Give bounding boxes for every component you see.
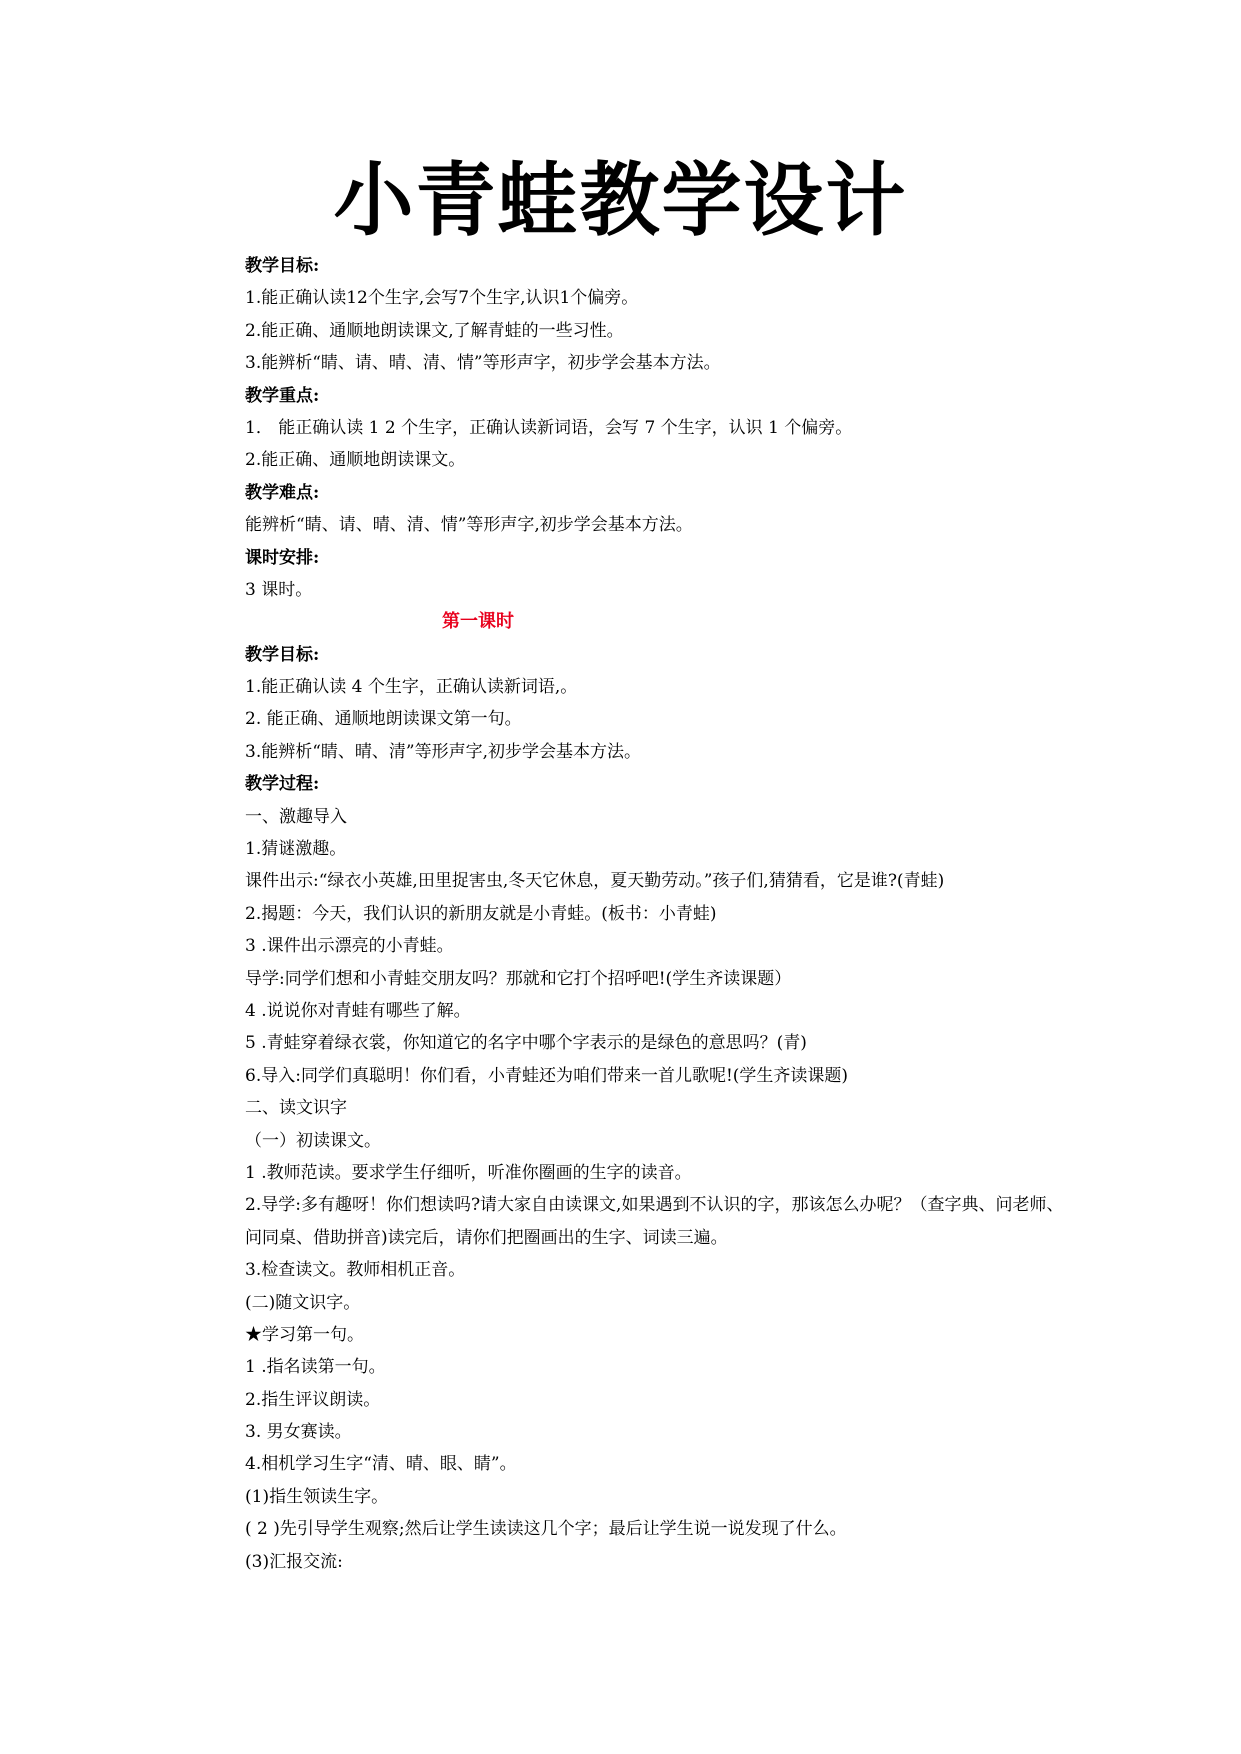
body-line: 3.能辨析“睛、请、晴、清、情”等形声字，初步学会基本方法。 [245, 353, 721, 374]
body-line: 1． 能正确认读 1 2 个生字，正确认读新词语，会写 7 个生字，认识 1 个偏旁。 [245, 417, 853, 438]
body-line: 3. 男女赛读。 [245, 1422, 352, 1443]
body-line: 3 .课件出示漂亮的小青蛙。 [245, 936, 454, 957]
body-line: 3.能辨析“睛、晴、清”等形声字,初步学会基本方法。 [245, 741, 642, 762]
body-line: 1 .指名读第一句。 [245, 1357, 386, 1378]
body-line: （一）初读课文。 [245, 1130, 381, 1151]
document-body [245, 250, 1075, 1578]
body-line: ( 2 )先引导学生观察;然后让学生读读这几个字；最后让学生说一说发现了什么。 [245, 1519, 847, 1540]
section-heading: 课时安排: [245, 547, 320, 568]
body-line: 能辨析“睛、请、晴、清、情”等形声字,初步学会基本方法。 [245, 515, 693, 536]
session-heading: 第一课时 [442, 611, 514, 633]
body-line: 2.能正确、通顺地朗读课文。 [245, 450, 466, 471]
body-line: 1.能正确认读 4 个生字，正确认读新词语,。 [245, 677, 578, 698]
body-line: (1)指生领读生字。 [245, 1486, 389, 1507]
body-line: 2.揭题：今天，我们认识的新朋友就是小青蛙。(板书：小青蛙) [245, 903, 717, 924]
body-line: 2.指生评议朗读。 [245, 1389, 381, 1410]
body-line: 1.能正确认读12个生字,会写7个生字,认识1个偏旁。 [245, 288, 639, 309]
section-heading: 教学目标: [245, 256, 320, 276]
body-line: 2. 能正确、通顺地朗读课文第一句。 [245, 709, 522, 730]
body-line: 3.检查读文。教师相机正音。 [245, 1260, 466, 1281]
document-title: 小青蛙教学设计 [333, 153, 908, 247]
body-line: 2.导学:多有趣呀！你们想读吗?请大家自由读课文,如果遇到不认识的字，那该怎么办呢？（查字典、问老师、问同桌、借助拼音)读完后，请你们把圈画出的生字、词读三遍。 [245, 1195, 1064, 1248]
section-heading: 教学过程: [245, 774, 320, 795]
body-line: 1 .教师范读。要求学生仔细听，听准你圈画的生字的读音。 [245, 1162, 692, 1183]
body-line: ★学习第一句。 [245, 1324, 364, 1345]
body-line: 1.猜谜激趣。 [245, 839, 347, 860]
body-line: 课件出示:“绿衣小英雄,田里捉害虫,冬天它休息，夏天勤劳动。”孩子们,猜猜看，它是谁?(青蛙) [245, 871, 945, 892]
body-line: 3 课时。 [245, 579, 313, 600]
body-line: 2.能正确、通顺地朗读课文,了解青蛙的一些习性。 [245, 320, 624, 341]
body-line: 6.导入:同学们真聪明！你们看，小青蛙还为咱们带来一首儿歌呢!(学生齐读课题) [245, 1065, 849, 1086]
section-heading: 教学难点: [245, 482, 320, 503]
body-line: 二、读文识字 [245, 1098, 347, 1119]
section-heading: 教学重点: [245, 385, 320, 406]
body-line: 4.相机学习生字“清、晴、眼、睛”。 [245, 1454, 517, 1475]
body-line: 4 .说说你对青蛙有哪些了解。 [245, 1000, 471, 1021]
section-heading: 教学目标: [245, 644, 320, 665]
body-line: (二)随文识字。 [245, 1292, 361, 1313]
body-line: 5 .青蛙穿着绿衣裳，你知道它的名字中哪个字表示的是绿色的意思吗？(青) [245, 1033, 807, 1054]
body-line: 一、激趣导入 [245, 806, 347, 827]
body-line: 导学:同学们想和小青蛙交朋友吗？那就和它打个招呼吧!(学生齐读课题） [245, 968, 792, 989]
body-line: (3)汇报交流: [245, 1551, 343, 1572]
